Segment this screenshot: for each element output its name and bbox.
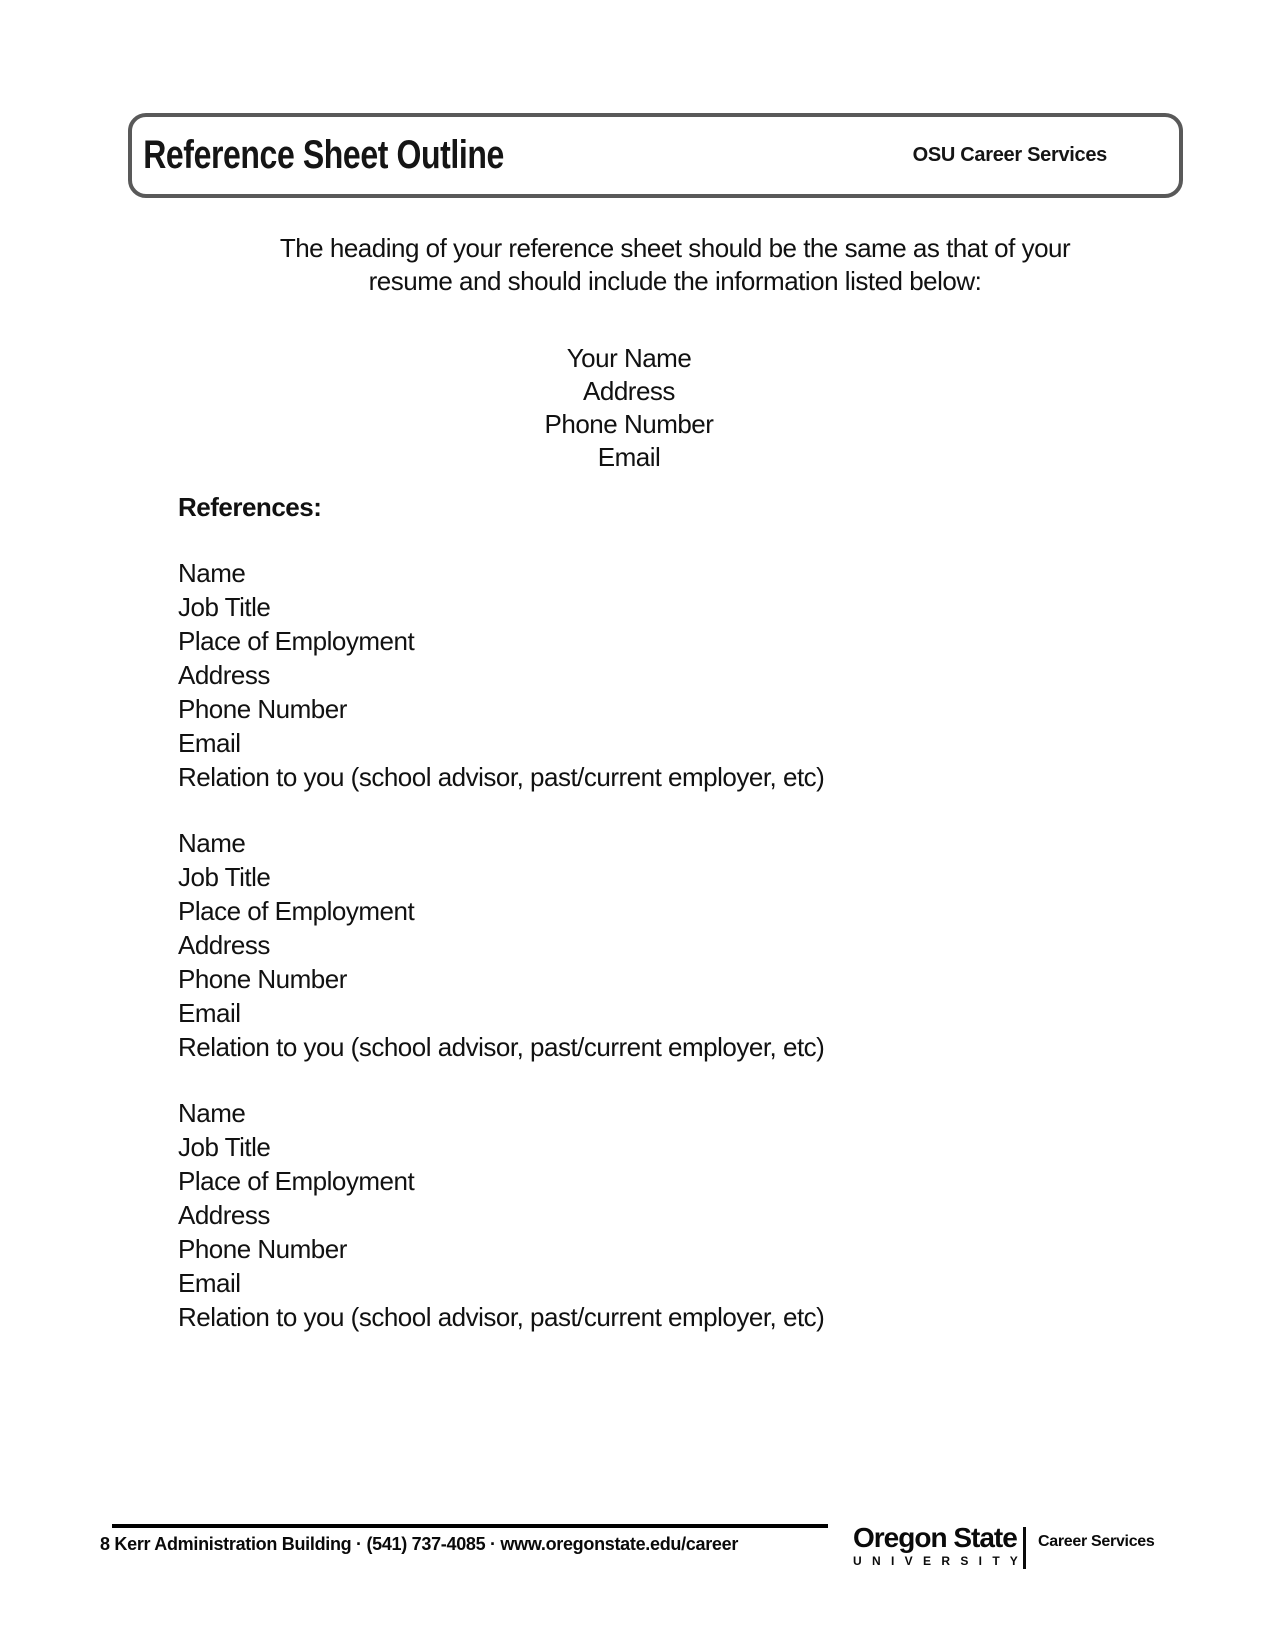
reference-field: Job Title <box>178 1132 271 1162</box>
logo-department-label: Career Services <box>1038 1533 1155 1550</box>
reference-field: Place of Employment <box>178 896 415 926</box>
reference-field: Name <box>178 558 246 588</box>
reference-field: Name <box>178 828 246 858</box>
reference-field: Address <box>178 1200 270 1230</box>
reference-entry-1 <box>178 556 1078 794</box>
reference-field: Phone Number <box>178 694 347 724</box>
org-label: OSU Career Services <box>912 144 1107 166</box>
intro-paragraph <box>75 232 1275 298</box>
reference-field: Phone Number <box>178 1234 347 1264</box>
references-section <box>178 490 1078 1366</box>
reference-field: Address <box>178 660 270 690</box>
reference-field: Email <box>178 1268 241 1298</box>
intro-line: resume and should include the information listed below: <box>368 266 982 296</box>
page-title: Reference Sheet Outline <box>143 133 504 177</box>
osu-logo <box>853 1522 1022 1568</box>
references-heading: References: <box>178 492 322 522</box>
logo-divider-bar <box>1023 1527 1026 1569</box>
heading-items <box>0 342 1258 474</box>
reference-entry-3 <box>178 1096 1078 1334</box>
heading-item: Address <box>583 376 675 406</box>
reference-field: Job Title <box>178 862 271 892</box>
reference-entry-2 <box>178 826 1078 1064</box>
reference-field: Email <box>178 998 241 1028</box>
reference-field: Relation to you (school advisor, past/current employer, etc) <box>178 762 825 792</box>
osu-logo-university-text: U N I V E R S I T Y <box>853 1554 1022 1568</box>
title-box <box>128 113 1183 198</box>
reference-field: Email <box>178 728 241 758</box>
footer-divider-line <box>112 1524 828 1528</box>
reference-field: Job Title <box>178 592 271 622</box>
intro-line: The heading of your reference sheet should be the same as that of your <box>279 233 1071 263</box>
reference-field: Address <box>178 930 270 960</box>
heading-item: Your Name <box>566 343 692 373</box>
osu-logo-wordmark: Oregon State <box>853 1522 1017 1553</box>
reference-field: Name <box>178 1098 246 1128</box>
reference-field: Place of Employment <box>178 626 415 656</box>
reference-field: Place of Employment <box>178 1166 415 1196</box>
heading-item: Phone Number <box>544 409 714 439</box>
reference-field: Relation to you (school advisor, past/current employer, etc) <box>178 1302 825 1332</box>
reference-field: Relation to you (school advisor, past/current employer, etc) <box>178 1032 825 1062</box>
heading-item: Email <box>597 442 661 472</box>
footer-contact-info: 8 Kerr Administration Building · (541) 737-4085 · www.oregonstate.edu/career <box>100 1534 739 1554</box>
reference-field: Phone Number <box>178 964 347 994</box>
